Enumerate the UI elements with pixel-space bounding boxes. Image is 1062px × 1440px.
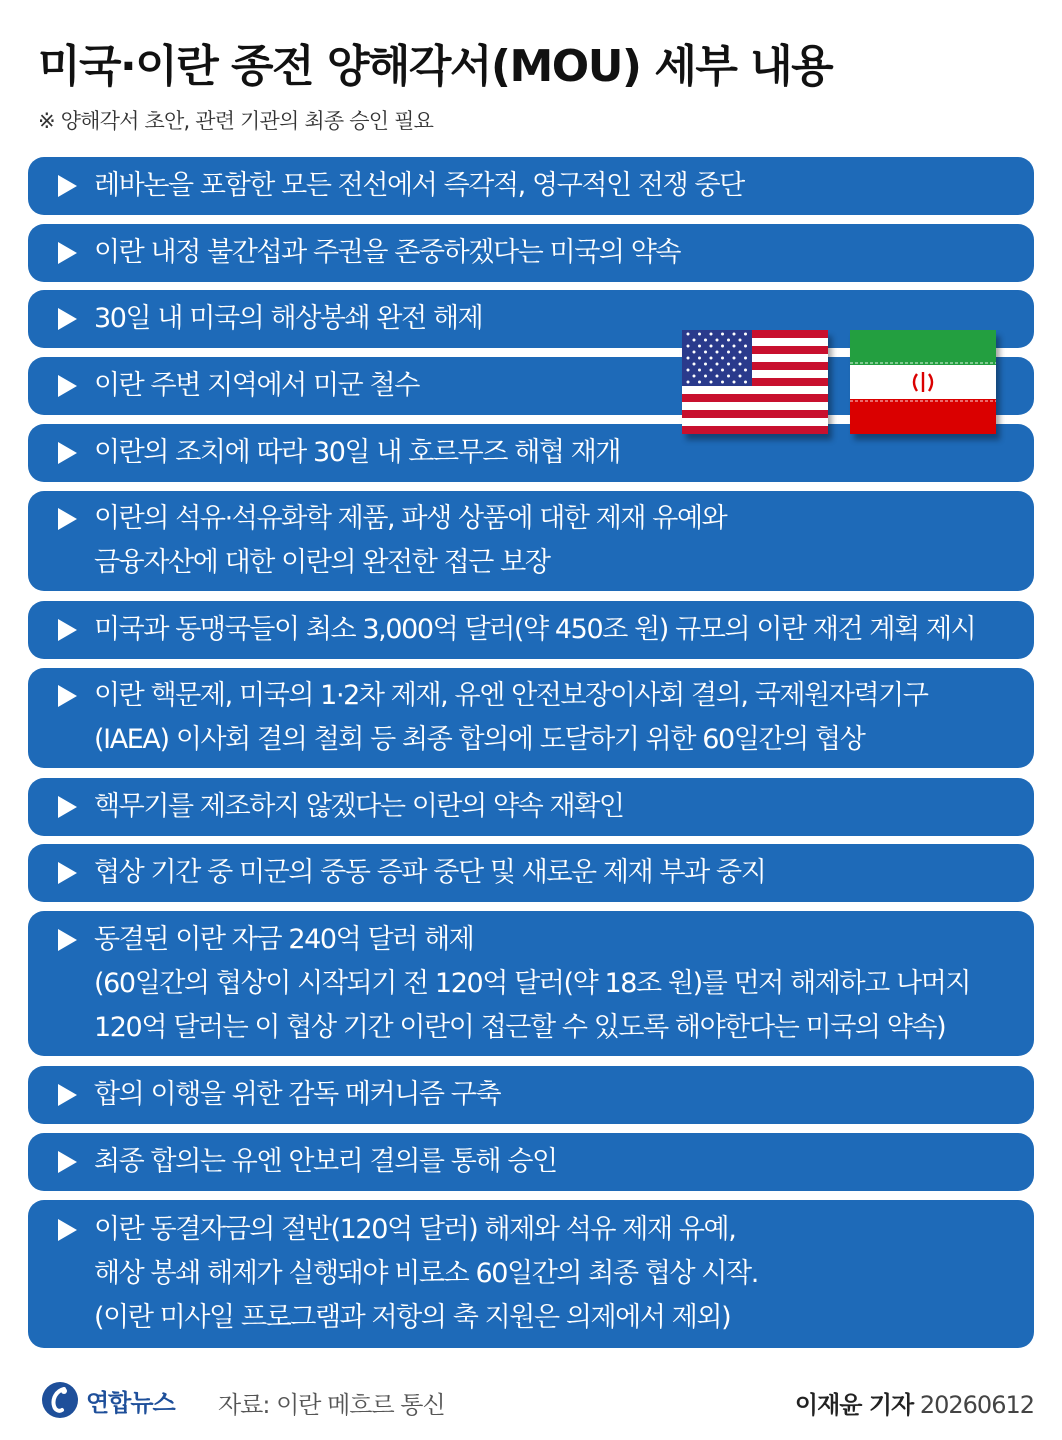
reporter-name: 이재윤 기자: [794, 1391, 914, 1419]
item-text-line: (60일간의 협상이 시작되기 전 120억 달러(약 18조 원)를 먼저 해제하고 나머지: [94, 967, 971, 999]
item-text-line: 이란 주변 지역에서 미군 철수: [94, 370, 419, 401]
item-text-line: 최종 합의는 유엔 안보리 결의를 통해 승인: [94, 1146, 557, 1177]
item-text-line: (IAEA) 이사회 결의 철회 등 최종 합의에 도달하기 위한 60일간의 협상: [94, 724, 865, 755]
yonhap-logo-icon: [40, 1380, 80, 1420]
bullet-triangle-icon: [58, 862, 77, 884]
item-text-line: 이란의 조치에 따라 30일 내 호르무즈 해협 재개: [94, 437, 621, 468]
flags-group: [682, 330, 1000, 438]
bullet-triangle-icon: [58, 175, 77, 197]
list-item: [28, 844, 1034, 902]
item-text-line: 이란의 석유·석유화학 제품, 파생 상품에 대한 제재 유예와: [94, 503, 727, 534]
bullet-triangle-icon: [58, 1084, 77, 1106]
us-flag-icon: [682, 330, 828, 434]
list-item: [28, 668, 1034, 768]
list-item: [28, 601, 1034, 659]
publish-date: 20260612: [919, 1391, 1034, 1419]
item-text-line: 핵무기를 제조하지 않겠다는 이란의 약속 재확인: [94, 791, 624, 822]
bullet-triangle-icon: [58, 929, 77, 951]
item-text-line: 레바논을 포함한 모든 전선에서 즉각적, 영구적인 전쟁 중단: [94, 170, 744, 201]
bullet-triangle-icon: [58, 685, 77, 707]
page-title: 미국·이란 종전 양해각서(MOU) 세부 내용: [38, 41, 833, 92]
list-item: [28, 911, 1034, 1056]
brand-name: 연합뉴스: [86, 1388, 175, 1417]
item-text-line: 이란 핵문제, 미국의 1·2차 제재, 유엔 안전보장이사회 결의, 국제원자력기구: [94, 680, 928, 711]
list-item: [28, 1066, 1034, 1124]
iran-flag-icon: [850, 330, 996, 434]
list-item: [28, 491, 1034, 591]
item-text-line: 120억 달러는 이 협상 기간 이란이 접근할 수 있도록 해야한다는 미국의 약속): [94, 1011, 946, 1043]
bullet-triangle-icon: [58, 375, 77, 397]
item-text-line: 30일 내 미국의 해상봉쇄 완전 해제: [94, 303, 483, 334]
bullet-triangle-icon: [58, 442, 77, 464]
bullet-triangle-icon: [58, 508, 77, 530]
brand-logo: [40, 1378, 175, 1422]
reporter-credit: [795, 1385, 1034, 1420]
item-text-line: 동결된 이란 자금 240억 달러 해제: [94, 923, 474, 955]
list-item: [28, 1133, 1034, 1191]
item-text-line: 해상 봉쇄 해제가 실행돼야 비로소 60일간의 최종 협상 시작.: [94, 1258, 758, 1289]
bullet-triangle-icon: [58, 308, 77, 330]
item-text-line: 금융자산에 대한 이란의 완전한 접근 보장: [94, 547, 550, 578]
item-text-line: 협상 기간 중 미군의 중동 증파 중단 및 새로운 제재 부과 중지: [94, 857, 766, 888]
list-item: [28, 778, 1034, 836]
item-text-line: (이란 미사일 프로그램과 저항의 축 지원은 의제에서 제외): [94, 1302, 731, 1333]
bullet-triangle-icon: [58, 796, 77, 818]
item-text-line: 미국과 동맹국들이 최소 3,000억 달러(약 450조 원) 규모의 이란 재건 계획 제시: [94, 614, 976, 645]
bullet-triangle-icon: [58, 1151, 77, 1173]
list-item: [28, 157, 1034, 215]
bullet-triangle-icon: [58, 619, 77, 641]
bullet-triangle-icon: [58, 242, 77, 264]
item-text-line: 이란 동결자금의 절반(120억 달러) 해제와 석유 제재 유예,: [94, 1214, 736, 1245]
list-item: [28, 224, 1034, 282]
bullet-triangle-icon: [58, 1219, 77, 1241]
item-text-line: 이란 내정 불간섭과 주권을 존중하겠다는 미국의 약속: [94, 237, 681, 268]
list-item: [28, 1200, 1034, 1348]
item-text-line: 합의 이행을 위한 감독 메커니즘 구축: [94, 1079, 501, 1110]
page-subtitle: ※ 양해각서 초안, 관련 기관의 최종 승인 필요: [38, 109, 434, 133]
source-credit: 자료: 이란 메흐르 통신: [218, 1391, 445, 1419]
